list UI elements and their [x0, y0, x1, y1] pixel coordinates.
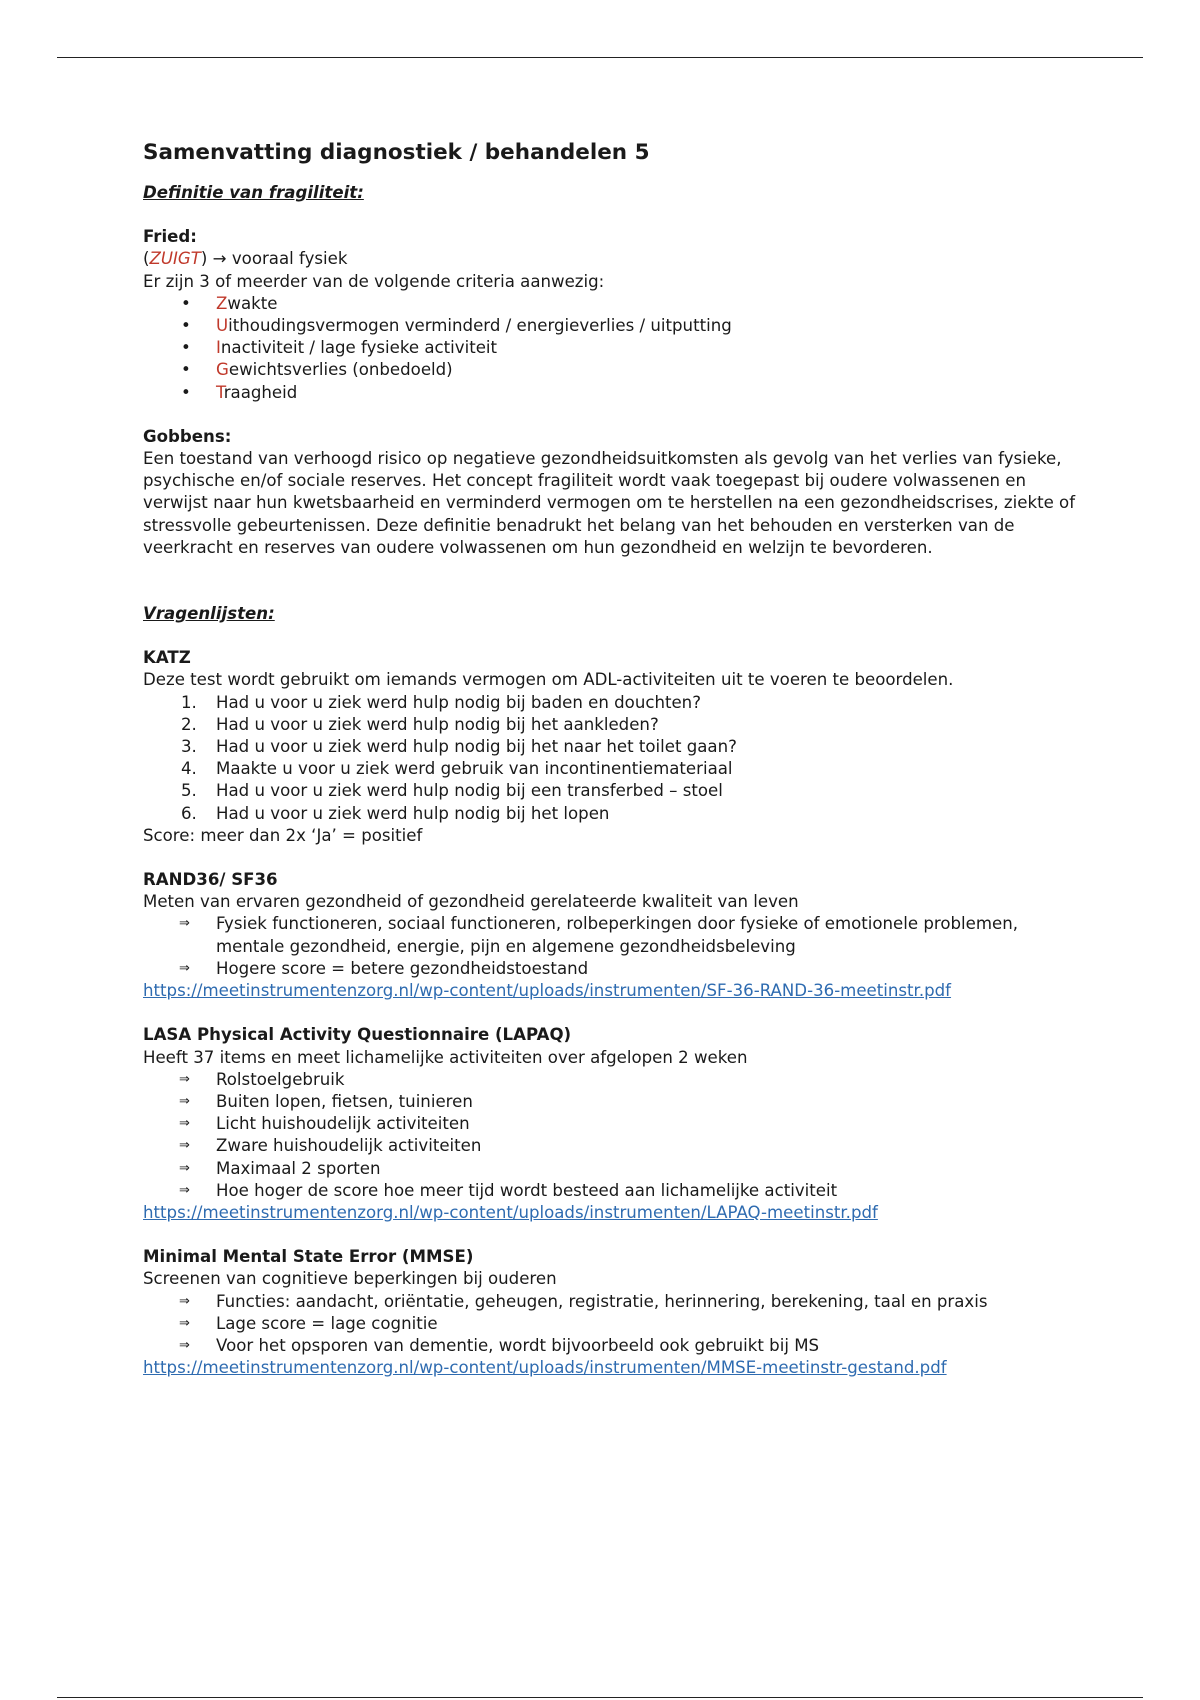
rand-heading: RAND36/ SF36	[143, 870, 278, 890]
rand-intro: Meten van ervaren gezondheid of gezondheid gerelateerde kwaliteit van leven	[143, 892, 799, 912]
arrow-icon: ⇒	[179, 1160, 190, 1176]
arrow-icon: ⇒	[179, 1116, 190, 1132]
page-title: Samenvatting diagnostiek / behandelen 5	[143, 140, 650, 165]
katz-intro: Deze test wordt gebruikt om iemands vermogen om ADL-activiteiten uit te voeren te beoordelen.	[143, 670, 954, 690]
list-item: 3. Had u voor u ziek werd hulp nodig bij het naar het toilet gaan?	[181, 737, 737, 757]
list-item: • Inactiviteit / lage fysieke activiteit	[143, 337, 1083, 359]
arrow-icon: ⇒	[179, 1337, 190, 1353]
list-item: ⇒ Zware huishoudelijk activiteiten	[143, 1135, 1083, 1157]
rand-list	[143, 913, 1083, 980]
arrow-icon: ⇒	[179, 1182, 190, 1198]
list-item: ⇒ Licht huishoudelijk activiteiten	[143, 1113, 1083, 1135]
katz-heading: KATZ	[143, 648, 191, 668]
mmse-heading: Minimal Mental State Error (MMSE)	[143, 1247, 474, 1267]
list-item: 1. Had u voor u ziek werd hulp nodig bij baden en douchten?	[181, 692, 702, 712]
arrow-icon: ⇒	[179, 960, 190, 976]
arrow-icon: ⇒	[179, 1315, 190, 1331]
list-item: ⇒ Lage score = lage cognitie	[143, 1313, 1083, 1335]
list-item: 6. Had u voor u ziek werd hulp nodig bij het lopen	[181, 803, 610, 823]
lapaq-link[interactable]: https://meetinstrumentenzorg.nl/wp-content/uploads/instrumenten/LAPAQ-meetinstr.pdf	[143, 1202, 878, 1222]
list-item: • Uithoudingsvermogen verminderd / energieverlies / uitputting	[143, 315, 1083, 337]
list-item: 5. Had u voor u ziek werd hulp nodig bij een transferbed – stoel	[181, 781, 723, 801]
fried-criteria-list	[143, 293, 1083, 404]
arrow-icon: ⇒	[179, 1093, 190, 1109]
list-item: ⇒ Hoe hoger de score hoe meer tijd wordt besteed aan lichamelijke activiteit	[143, 1180, 1083, 1202]
footer-rule	[57, 1697, 1143, 1698]
document-body	[143, 138, 1083, 1379]
lapaq-heading: LASA Physical Activity Questionnaire (LAPAQ)	[143, 1025, 572, 1045]
definitie-heading: Definitie van fragiliteit:	[143, 183, 364, 202]
list-item: • Zwakte	[143, 293, 1083, 315]
katz-list	[143, 692, 1083, 825]
arrow-icon: ⇒	[179, 1071, 190, 1087]
list-item: ⇒ Fysiek functioneren, sociaal functioneren, rolbeperkingen door fysieke of emotionele problemen, mentale gezondheid, energie, pijn en algemene gezondheidsbeleving	[179, 914, 1019, 956]
fried-note: vooraal fysiek	[231, 249, 348, 269]
lapaq-list	[143, 1069, 1083, 1202]
fried-acronym-line: (ZUIGT) → vooraal fysiek	[143, 249, 348, 269]
list-item: ⇒ Hogere score = betere gezondheidstoestand	[143, 958, 1083, 980]
list-item: • Gewichtsverlies (onbedoeld)	[143, 359, 1083, 381]
gobbens-heading: Gobbens:	[143, 426, 232, 446]
katz-score: Score: meer dan 2x ‘Ja’ = positief	[143, 825, 423, 845]
list-item: ⇒ Maximaal 2 sporten	[143, 1158, 1083, 1180]
list-item: 4. Maakte u voor u ziek werd gebruik van incontinentiemateriaal	[181, 759, 733, 779]
arrow-icon: ⇒	[179, 1138, 190, 1154]
list-item: ⇒ Voor het opsporen van dementie, wordt bijvoorbeeld ook gebruikt bij MS	[143, 1335, 1083, 1357]
fried-heading: Fried:	[143, 227, 197, 247]
gobbens-text: Een toestand van verhoogd risico op negatieve gezondheidsuitkomsten als gevolg van het verlies van fysieke, psychische en/of sociale reserves. Het concept fragiliteit wordt vaak toegepast bij oudere volwassenen en verwijst naar hun kwetsbaarheid en verminderd vermogen om te herstellen na een gezondheidscrises, ziekte of stressvolle gebeurtenissen. Deze definitie benadrukt het belang van het behouden en versterken van de veerkracht en reserves van oudere volwassenen om hun gezondheid en welzijn te bevorderen.	[143, 449, 1076, 557]
list-item: • Traagheid	[143, 382, 1083, 404]
list-item: ⇒ Rolstoelgebruik	[143, 1069, 1083, 1091]
vragenlijsten-heading: Vragenlijsten:	[143, 604, 275, 624]
mmse-link[interactable]: https://meetinstrumentenzorg.nl/wp-content/uploads/instrumenten/MMSE-meetinstr-gestand.pdf	[143, 1358, 947, 1378]
fried-acronym: ZUIGT	[149, 249, 201, 269]
mmse-list	[143, 1291, 1083, 1358]
list-item: ⇒ Buiten lopen, fietsen, tuinieren	[143, 1091, 1083, 1113]
mmse-intro: Screenen van cognitieve beperkingen bij ouderen	[143, 1269, 557, 1289]
arrow-icon: ⇒	[179, 916, 190, 932]
lapaq-intro: Heeft 37 items en meet lichamelijke activiteiten over afgelopen 2 weken	[143, 1047, 748, 1067]
rand-link[interactable]: https://meetinstrumentenzorg.nl/wp-content/uploads/instrumenten/SF-36-RAND-36-meetinstr.pdf	[143, 981, 952, 1001]
list-item: 2. Had u voor u ziek werd hulp nodig bij het aankleden?	[181, 714, 659, 734]
header-rule	[57, 57, 1143, 58]
arrow-icon: ⇒	[179, 1293, 190, 1309]
list-item: ⇒ Functies: aandacht, oriëntatie, geheugen, registratie, herinnering, berekening, taal en praxis	[143, 1291, 1083, 1313]
fried-intro: Er zijn 3 of meerder van de volgende criteria aanwezig:	[143, 271, 605, 291]
arrow-icon: →	[212, 249, 227, 269]
